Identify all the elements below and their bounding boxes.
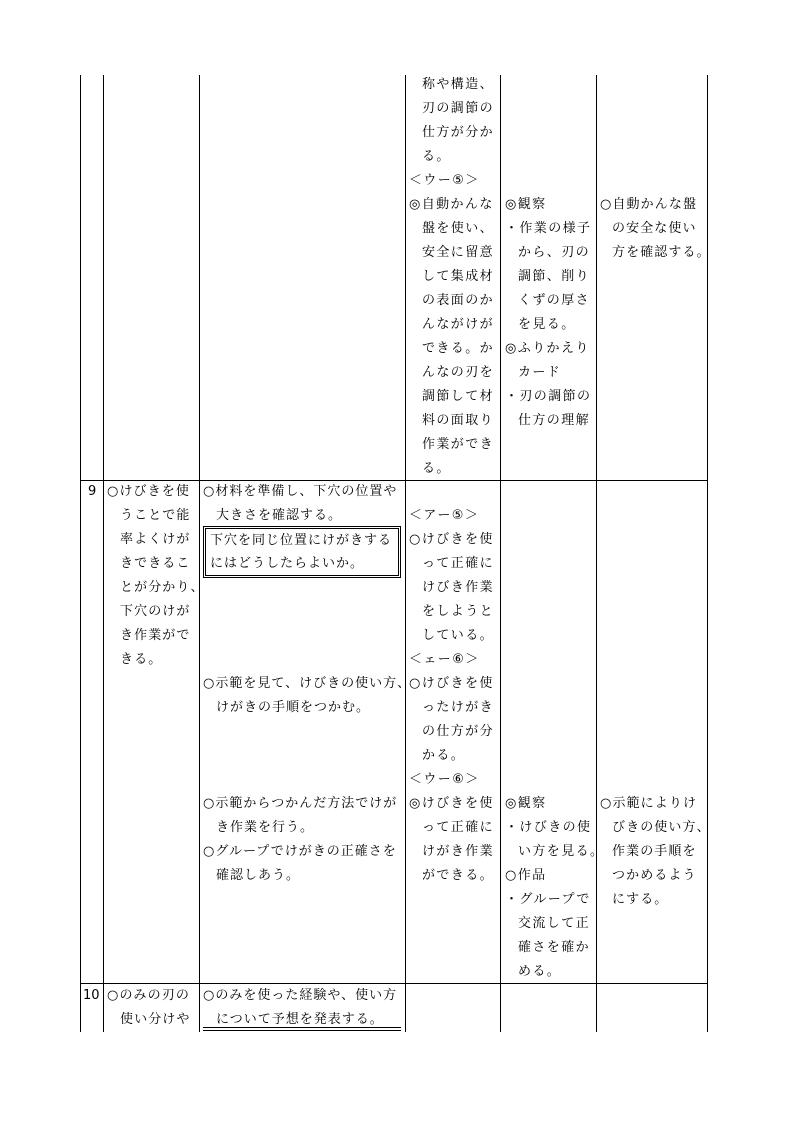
objective-line: きできるこ bbox=[120, 556, 191, 571]
evaluation-line: 称や構造、 bbox=[422, 77, 495, 92]
evaluation-line: んながけが bbox=[422, 317, 495, 332]
row9-evaluation-cell bbox=[409, 504, 494, 888]
guiding-question-box bbox=[203, 526, 401, 578]
evaluation-line: って正確に bbox=[422, 556, 495, 571]
evaluation-line: ◎けびきを使 bbox=[409, 796, 494, 811]
evaluation-line: る。 bbox=[422, 149, 451, 164]
activity-line: 確認しあう。 bbox=[216, 868, 301, 883]
activity-line: ○グループでけがきの正確さを bbox=[203, 844, 397, 859]
method-line: から、刃の bbox=[518, 245, 591, 260]
method-line: を見る。 bbox=[518, 317, 576, 332]
support-line: ○示範によりけ bbox=[600, 796, 698, 811]
evaluation-line: している。 bbox=[422, 628, 495, 643]
guiding-question-line: 下穴を同じ位置にけがきする bbox=[210, 533, 393, 548]
objective-line: 使い分けや bbox=[120, 1012, 191, 1027]
method-line: ◎ふりかえり bbox=[505, 341, 590, 356]
evaluation-line: 調節して材 bbox=[422, 389, 495, 404]
evaluation-line: ができる。 bbox=[422, 868, 495, 883]
evaluation-line: ○けびきを使 bbox=[409, 532, 494, 547]
objective-line: 率よくけが bbox=[120, 532, 191, 547]
evaluation-criterion-code: ＜アー⑤＞ bbox=[409, 508, 480, 523]
evaluation-line: けがき作業 bbox=[422, 844, 495, 859]
activity-line: けがきの手順をつかむ。 bbox=[216, 700, 371, 715]
table-border-left bbox=[80, 75, 81, 1032]
support-line: 作業の手順を bbox=[612, 844, 697, 859]
method-line: カード bbox=[518, 365, 562, 380]
support-line: の安全な使い bbox=[612, 221, 697, 236]
method-line: ・グループで bbox=[505, 892, 591, 907]
objective-line: ○のみの刃の bbox=[107, 988, 190, 1003]
method-line: 仕方の理解 bbox=[518, 413, 591, 428]
objective-line: ○けびきを使 bbox=[107, 484, 190, 499]
row9-support-cell bbox=[600, 792, 711, 912]
evaluation-line: 作業ができ bbox=[422, 437, 495, 452]
activity-line: ○示範からつかんだ方法でけが bbox=[203, 796, 398, 811]
evaluation-line: ○けびきを使 bbox=[409, 676, 494, 691]
row9-activity-intro bbox=[203, 480, 397, 528]
row9-objective-cell bbox=[107, 480, 205, 672]
continued-support-cell bbox=[600, 193, 711, 265]
support-line: 方を確認する。 bbox=[612, 245, 711, 260]
continued-evaluation-cell bbox=[409, 73, 494, 481]
support-line: びきの使い方、 bbox=[612, 820, 711, 835]
evaluation-line: して集成材 bbox=[422, 269, 495, 284]
column-divider-evaluation bbox=[500, 75, 501, 1032]
evaluation-line: 仕方が分か bbox=[422, 125, 495, 140]
evaluation-line: 刃の調節の bbox=[422, 101, 495, 116]
row9-method-cell bbox=[505, 792, 604, 984]
continued-method-cell bbox=[505, 193, 591, 433]
evaluation-line: る。 bbox=[422, 461, 451, 476]
evaluation-line: 料の面取り bbox=[422, 413, 495, 428]
support-line: ○自動かんな盤 bbox=[600, 197, 698, 212]
evaluation-line: けびき作業 bbox=[422, 580, 495, 595]
column-divider-activity bbox=[405, 75, 406, 1032]
evaluation-line: できる。か bbox=[422, 341, 495, 356]
method-line: 確さを確か bbox=[518, 940, 591, 955]
evaluation-line: 盤を使い、 bbox=[422, 221, 495, 236]
evaluation-line: 安全に留意 bbox=[422, 245, 495, 260]
evaluation-criterion-code: ＜ェー⑥＞ bbox=[409, 652, 480, 667]
evaluation-line: んなの刃を bbox=[422, 365, 495, 380]
guiding-question-line: にはどうしたらよいか。 bbox=[210, 556, 365, 571]
evaluation-line: ◎自動かんな bbox=[409, 197, 494, 212]
method-line: い方を見る。 bbox=[518, 844, 605, 859]
activity-line: 大きさを確認する。 bbox=[216, 508, 343, 523]
evaluation-line: って正確に bbox=[422, 820, 495, 835]
evaluation-criterion-code: ＜ウー⑤＞ bbox=[409, 173, 480, 188]
column-divider-number bbox=[103, 75, 104, 1032]
evaluation-line: ったけがき bbox=[422, 700, 495, 715]
evaluation-line: かる。 bbox=[422, 748, 466, 763]
evaluation-line: をしようと bbox=[422, 604, 495, 619]
row9-activity-demo bbox=[203, 672, 411, 720]
objective-line: き作業がで bbox=[120, 628, 191, 643]
evaluation-line: の仕方が分 bbox=[422, 724, 495, 739]
method-line: 調節、削り bbox=[518, 269, 591, 284]
objective-line: 下穴のけが bbox=[120, 604, 191, 619]
method-line: ○作品 bbox=[505, 868, 547, 883]
method-line: くずの厚さ bbox=[518, 293, 591, 308]
activity-line: き作業を行う。 bbox=[216, 820, 315, 835]
method-line: ◎観察 bbox=[505, 796, 547, 811]
method-line: める。 bbox=[518, 964, 562, 979]
method-line: ・作業の様子 bbox=[505, 221, 592, 236]
activity-line: について予想を発表する。 bbox=[216, 1012, 384, 1027]
double-underline bbox=[203, 1027, 401, 1031]
row10-objective-cell bbox=[107, 984, 191, 1032]
activity-line: ○材料を準備し、下穴の位置や bbox=[203, 484, 398, 499]
method-line: ◎観察 bbox=[505, 197, 547, 212]
row-number-10: 10 bbox=[83, 988, 100, 1003]
method-line: ・刃の調節の bbox=[505, 389, 592, 404]
support-line: つかめるよう bbox=[612, 868, 697, 883]
method-line: 交流して正 bbox=[518, 916, 591, 931]
objective-line: とが分かり、 bbox=[120, 580, 205, 595]
evaluation-criterion-code: ＜ウー⑥＞ bbox=[409, 772, 480, 787]
row-number-9: 9 bbox=[88, 484, 97, 499]
activity-line: ○のみを使った経験や、使い方 bbox=[203, 988, 398, 1003]
row10-activity-cell bbox=[203, 984, 397, 1032]
objective-line: うことで能 bbox=[120, 508, 191, 523]
objective-line: きる。 bbox=[120, 652, 163, 667]
method-line: ・けびきの使 bbox=[505, 820, 592, 835]
row9-activity-practice bbox=[203, 792, 397, 888]
evaluation-line: の表面のか bbox=[422, 293, 495, 308]
activity-line: ○示範を見て、けびきの使い方、 bbox=[203, 676, 412, 691]
support-line: にする。 bbox=[612, 892, 669, 907]
